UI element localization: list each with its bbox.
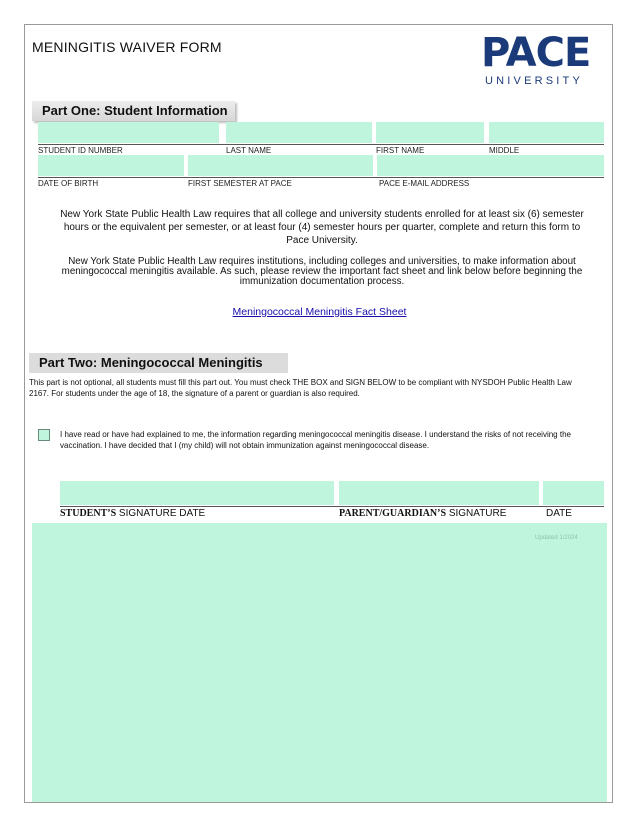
date-label: DATE [546, 508, 572, 519]
student-id-field[interactable] [38, 122, 219, 143]
pace-university-logo [479, 31, 609, 91]
law-paragraph-1: New York State Public Health Law requires that all college and university students enrolled for at least six (6) semester hours or the equivalent per semester, or at least four (4) semester hours per quarter, complete and return this form to Pace University. [60, 209, 584, 246]
acknowledge-checkbox[interactable] [38, 429, 50, 441]
date-of-birth-label: DATE OF BIRTH [38, 179, 99, 188]
date-of-birth-field[interactable] [38, 155, 184, 176]
acknowledgement-text: I have read or have had explained to me, the information regarding meningococcal meningitis disease. I understand the risks of not receiving the vaccination. I have decided that I (my child) will not obtain immunization against meningococcal disease. [60, 430, 571, 450]
signature-rule [60, 506, 604, 507]
first-semester-label: FIRST SEMESTER AT PACE [188, 179, 292, 188]
logo-subtitle: UNIVERSITY [485, 75, 584, 87]
pace-email-label: PACE E-MAIL ADDRESS [379, 179, 470, 188]
last-name-field[interactable] [226, 122, 372, 143]
first-name-field[interactable] [376, 122, 484, 143]
law-paragraph-2: New York State Public Health Law requires institutions, including colleges and universities, to make information about meningococcal meningitis available. As such, please review the important fact sheet and link below before beginning the immunization documentation process. [61, 256, 583, 287]
form-title: MENINGITIS WAIVER FORM [32, 39, 222, 55]
waiver-form-page [24, 24, 613, 803]
fact-sheet-link[interactable]: Meningococcal Meningitis Fact Sheet [232, 306, 407, 318]
first-name-label: FIRST NAME [376, 146, 425, 155]
row1-rule [38, 144, 604, 145]
parent-signature-field[interactable] [339, 481, 539, 505]
part-two-header: Part Two: Meningococcal Meningitis [29, 353, 288, 373]
parent-signature-label: PARENT/GUARDIAN’S SIGNATURE [339, 508, 507, 519]
logo-wordmark: PACE [481, 30, 591, 76]
first-semester-field[interactable] [188, 155, 373, 176]
signature-date-field[interactable] [543, 481, 604, 505]
student-signature-field[interactable] [60, 481, 334, 505]
student-id-label: STUDENT ID NUMBER [38, 146, 123, 155]
last-name-label: LAST NAME [226, 146, 272, 155]
comments-area[interactable] [32, 523, 607, 802]
pace-email-field[interactable] [377, 155, 604, 176]
part-one-header: Part One: Student Information [32, 101, 235, 121]
middle-name-field[interactable] [489, 122, 604, 143]
student-signature-label: STUDENT’S SIGNATURE DATE [60, 508, 206, 519]
row2-rule [38, 177, 604, 178]
middle-label: MIDDLE [489, 146, 520, 155]
updated-date: Updated 1/2024 [535, 535, 578, 541]
part-two-instructions: This part is not optional, all students must fill this part out. You must check THE BOX and SIGN BELOW to be compliant with NYSDOH Public Health Law 2167. For students under the age of 18, the signature of a parent or guardian is also required. [29, 378, 572, 398]
